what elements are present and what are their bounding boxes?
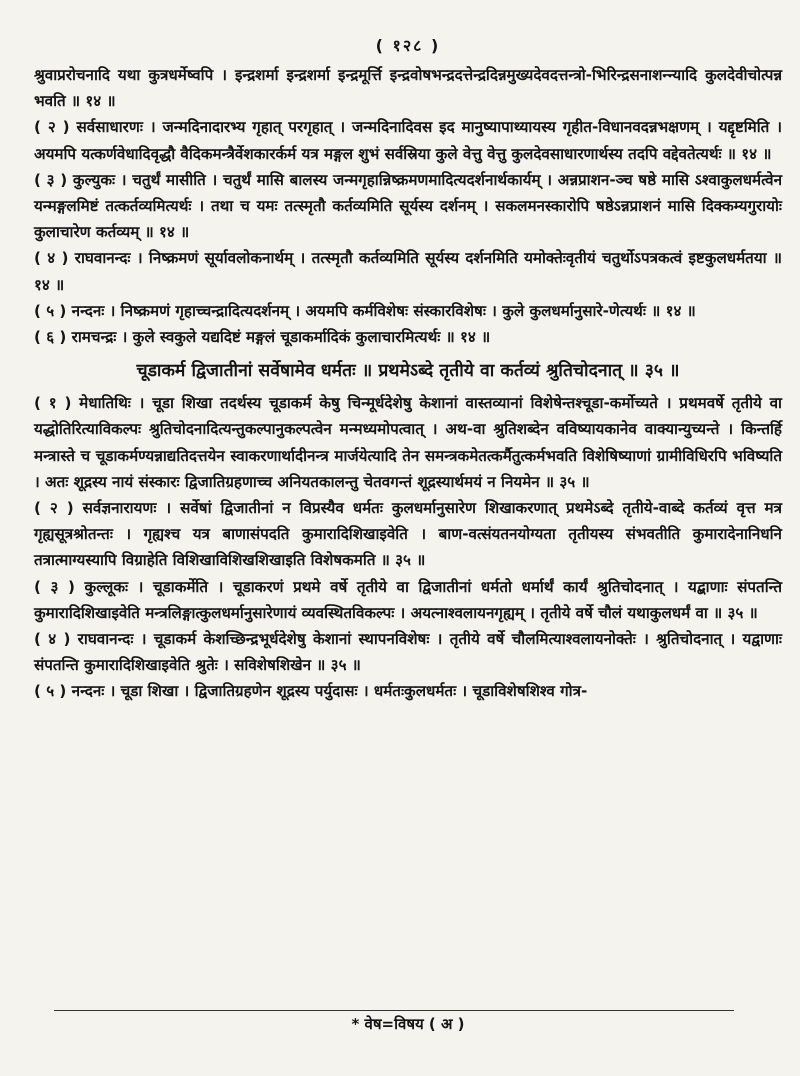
commentary-paragraph: ( ४ ) राघवानन्दः । चूडाकर्म केशच्छिन्द्रभूर्धदेशेषु केशानां स्थापनविशेषः । तृतीये वर्षे चौलमित्याश्वलायनोक्तेः । श्रुतिचोदनात् । यद्वाणाः संपतन्ति कुमारादिशिखाइवेति श्रुतेः । सविशेषशिखेन ॥ ३५ ॥ — [34, 630, 782, 675]
commentary-paragraph: ( ६ ) रामचन्द्रः । कुले स्वकुले यद्यदिष्टं मङ्गलं चूडाकर्मादिकं कुलाचारमित्यर्थः ॥ १४ ॥ — [34, 328, 491, 347]
commentary-paragraph: ( ५ ) नन्दनः । चूडा शिखा । द्विजातिग्रहणेन शूद्रस्य पर्युदासः । धर्मतःकुलधर्मतः । चूडाविशेषशिश्व गोत्र- — [34, 682, 588, 701]
commentary-block-verse-35 — [34, 390, 782, 704]
book-page — [34, 34, 782, 1044]
footnote-divider — [54, 1010, 734, 1011]
commentary-paragraph: ( ४ ) राघवानन्दः । निष्क्रमणं सूर्यावलोकनार्थम् । तत्स्मृतौ कर्तव्यमिति सूर्यस्य दर्शनमिति यमोक्तेःवृतीयं चतुर्थोऽपत्रकत्वं इष्टकुलधर्मतया ॥ १४ ॥ — [34, 249, 782, 294]
commentary-paragraph: ( ३ ) कुल्युकः । चतुर्थं मासीति । चतुर्थं मासि बालस्य जन्मगृहान्निष्क्रमणमादित्यदर्शनार्थकार्यम् । अन्नप्राशन-ञ्च षष्ठे मासि ऽश्वाकुलधर्मत्वेन यन्मङ्गलमिष्टं तत्कर्तव्यमित्यर्थः । तथा च यमः तत्स्मृतौ कर्तव्यमिति सूर्यस्य दर्शनम् । सकलमनस्कारोपि षष्ठेऽन्नप्राशनं मासि दिक्कम्यगुरायोः कुलाचारेण कर्तव्यम् ॥ १४ ॥ — [34, 170, 782, 242]
commentary-block-verse-34 — [34, 62, 782, 350]
footnote: * वेष=विषय ( अ ) — [351, 1015, 465, 1033]
verse-heading: चूडाकर्म द्विजातीनां सर्वेषामेव धर्मतः ॥ प्रथमेऽब्दे तृतीये वा कर्तव्यं श्रुतिचोदनात् ॥ ३५ ॥ — [136, 361, 680, 382]
commentary-paragraph: ( २ ) सर्वसाधारणः । जन्मदिनादारभ्य गृहात् परगृहात् । जन्मदिनादिवस इद मानुष्यापाथ्यायस्य गृहीत-विधानवदन्नभक्षणम् । यद्दृष्टमिति । अयमपि यत्कर्णवेधादिवृद्धौ वैदिकमन्त्रैर्वेशकारर्कर्म यत्र मङ्गल शुभं सर्वस्रिया कुले वेत्तु वेत्तु कुलदेवसाधारणार्थस्य तदपि वद्देवतेत्यर्थः ॥ १४ ॥ — [34, 118, 782, 163]
page-number: ( १२८ ) — [375, 36, 441, 55]
commentary-paragraph: ( २ ) सर्वज्ञनारायणः । सर्वेषां द्विजातीनां न विप्रस्यैव धर्मतः कुलधर्मानुसारेण शिखाकरणात् प्रथमेऽब्दे तृतीये-वाब्दे कर्तव्यं वृत्त मत्र गृह्यसूत्रश्रोतन्तः । गृह्यश्च यत्र बाणासंपदति कुमारादिशिखाइवेति । बाण-वत्संयतनयोग्यता तृतीयस्य संभवतीति कुमारादेनानिधनि तत्रात्माग्यस्यापि विग्राहेति विशिखाविशिखशिखाइति विशेषकमति ॥ ३५ ॥ — [34, 499, 782, 570]
commentary-paragraph: ( ५ ) नन्दनः । निष्क्रमणं गृहाच्चन्द्रादित्यदर्शनम् । अयमपि कर्मविशेषः संस्कारविशेषः । कुले कुलधर्मानुसारे-णेत्यर्थः ॥ १४ ॥ — [34, 301, 696, 320]
commentary-paragraph: श्रुवाप्ररोचनादि यथा कुत्रधर्मेष्वपि । इन्द्रशर्मा इन्द्रशर्मा इन्द्रमूर्त्ति इन्द्रवोषभन्द्रदत्तेन्द्रदिन्नमुख्यदेवदत्तन्त्रो-भिरिन्द्रसनाशन्न्यादि कुलदेवीचोत्पन्न भवति ॥ १४ ॥ — [34, 66, 782, 111]
commentary-paragraph: ( ३ ) कुल्लूकः । चूडाकर्मेति । चूडाकरणं प्रथमे वर्षे तृतीये वा द्विजातीनां धर्मतो धर्मार्थं कार्यं श्रुतिचोदनात् । यद्बाणाः संपतन्ति कुमारादिशिखाइवेति मन्त्रलिङ्गात्कुलधर्मानुसारेणायं व्यवस्थितविकल्पः । अयत्नाश्वलायनगृह्यम् । तृतीये वर्षे चौलं यथाकुलधर्मं वा ॥ ३५ ॥ — [34, 577, 782, 622]
commentary-paragraph: ( १ ) मेधातिथिः । चूडा शिखा तदर्थस्य चूडाकर्म केषु चिन्मूर्धदेशेषु केशानां वास्तव्यानां विशेषेन्तश्चूडा-कर्मोच्यते । प्रथमवर्षे तृतीये वा यद्धोतिरित्याविकल्पः श्रुतिचोदनादित्यन्तुकल्पानुकल्पत्वेन मन्मध्यमोपत्वात् । अथ-वा श्रुतिशब्देन वविष्यायकानेव वाक्यान्युच्यन्ते । किन्तर्हि मन्त्रास्ते च चूडाकर्मण्यन्नाद्यतिदत्तयेन स्वाकरणार्थादीनन्त्र मार्जयेत्यादि तेन समन्त्रकमेतत्कर्मैतुत्कर्मभवति विशेषिष्याणां ग्रामीविधिरपि भविष्यति । अतः शूद्रस्य नायं संस्कारः द्विजातिग्रहणाच्च अनियतकालन्तु चेतवगन्तं शूद्रस्यार्थमयं न नियमेन ॥ ३५ ॥ — [34, 394, 782, 491]
